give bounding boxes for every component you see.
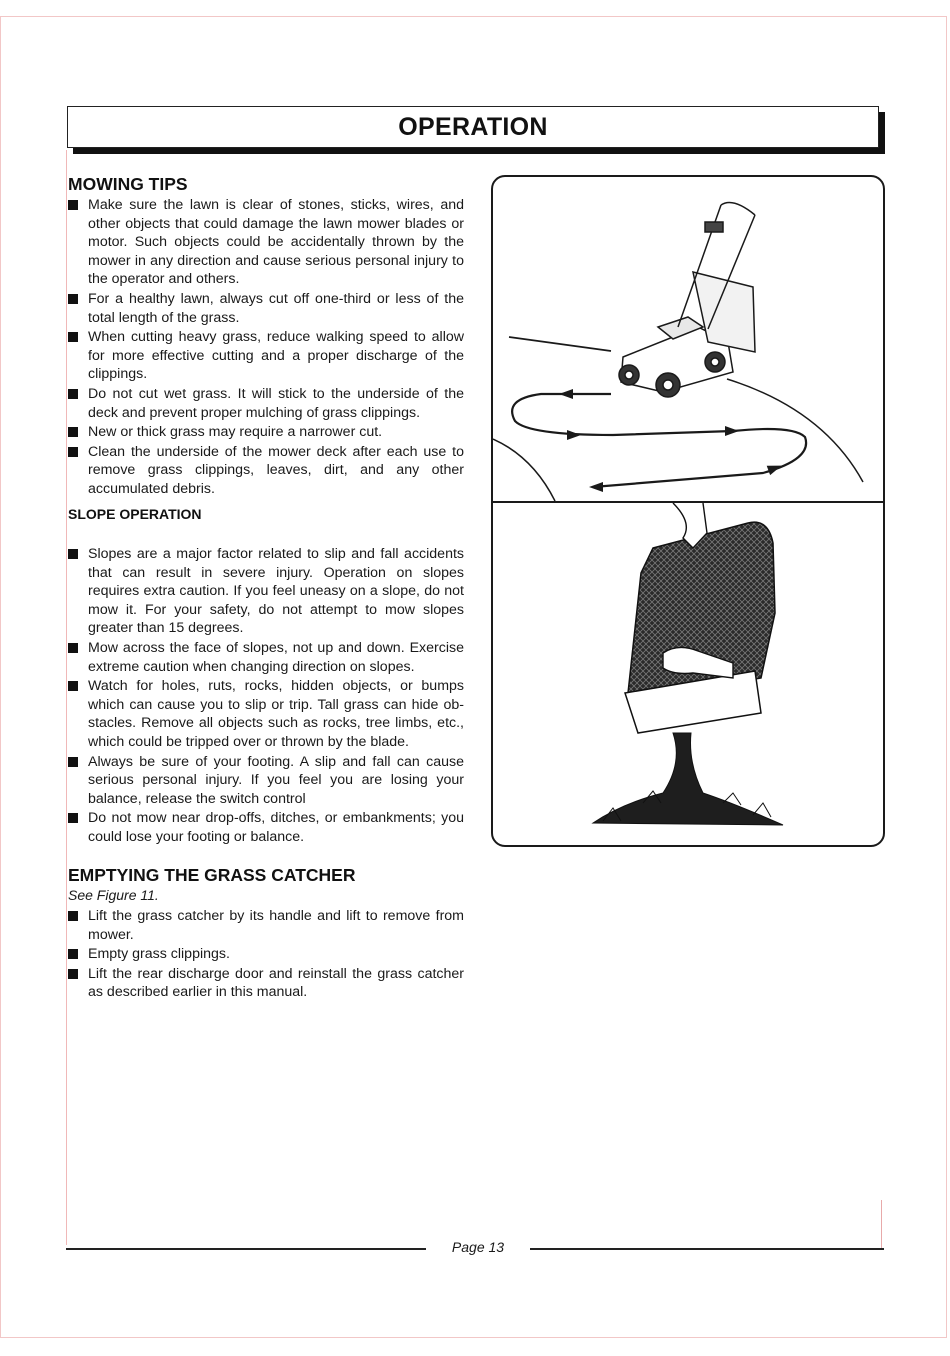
bullet-icon [68,911,78,921]
bullet-icon [68,969,78,979]
footer-rule-right [530,1248,884,1250]
margin-rule [66,150,67,1245]
mowing-tips-heading: MOWING TIPS [68,174,188,194]
list-item: Lift the rear discharge door and reinstall the grass catcher as described earlier in this manual. [68,965,464,1002]
page-title: OPERATION [398,112,548,141]
list-item: For a healthy lawn, always cut off one-third or less of the total length of the grass. [68,290,464,327]
list-item: Do not mow near drop-offs, ditches, or embankments; you could lose your footing or balance. [68,809,464,846]
bullet-icon [68,200,78,210]
section-header [67,106,879,148]
bullet-icon [68,549,78,559]
list-item: Empty grass clippings. [68,945,464,964]
list-item: Lift the grass catcher by its handle and lift to remove from mower. [68,907,464,944]
slope-operation-section [68,505,464,848]
bullet-icon [68,643,78,653]
bullet-icon [68,813,78,823]
slope-operation-heading: SLOPE OPERATION [68,506,202,522]
bullet-icon [68,949,78,959]
figure-reference: See Figure 11. [68,887,159,903]
footer-tick [881,1200,882,1248]
list-item: Make sure the lawn is clear of stones, sticks, wires, and other objects that could damage the lawn mower blades or motor. Such objects could be accidentally thrown by the mower in any direction and cause serious personal injury to the operator and others. [68,196,464,289]
list-item: New or thick grass may require a narrower cut. [68,423,464,442]
emptying-section [68,864,464,1003]
emptying-heading: EMPTYING THE GRASS CATCHER [68,865,356,885]
figure-panel [491,175,885,847]
list-item: Slopes are a major factor related to slip and fall accidents that can result in severe injury. Operation on slopes requires extra caution. If you feel uneasy on a slope, do not mow it. For your safety, do not attempt to mow slopes greater than 15 degrees. [68,545,464,638]
bullet-icon [68,427,78,437]
bullet-icon [68,332,78,342]
bullet-icon [68,447,78,457]
list-item: Watch for holes, ruts, rocks, hidden objects, or bumps which can cause you to slip or trip. Tall grass can hide ob-stacles. Remove all objects such as rocks, tree limbs, etc., which could be tripped over or thrown by the blade. [68,677,464,751]
footer-rule-left [66,1248,426,1250]
slope-operation-list [68,545,464,847]
bullet-icon [68,681,78,691]
page-number: Page 13 [451,1239,505,1255]
bullet-icon [68,294,78,304]
list-item: Always be sure of your footing. A slip and fall can cause serious personal injury. If you feel you are losing your balance, release the switch control [68,753,464,809]
list-item: Mow across the face of slopes, not up and down. Exercise extreme caution when changing direction on slopes. [68,639,464,676]
list-item: Do not cut wet grass. It will stick to the underside of the deck and prevent proper mulching of grass clippings. [68,385,464,422]
mowing-tips-section [68,173,464,500]
mowing-tips-list [68,196,464,499]
list-item: When cutting heavy grass, reduce walking speed to allow for more effective cutting and a proper discharge of the clippings. [68,328,464,384]
mower-slope-illustration [493,177,883,501]
bullet-icon [68,389,78,399]
list-item: Clean the underside of the mower deck after each use to remove grass clippings, leaves, dirt, and any other accumulated debris. [68,443,464,499]
bullet-icon [68,757,78,767]
emptying-list [68,907,464,1002]
grass-catcher-illustration [493,503,883,847]
